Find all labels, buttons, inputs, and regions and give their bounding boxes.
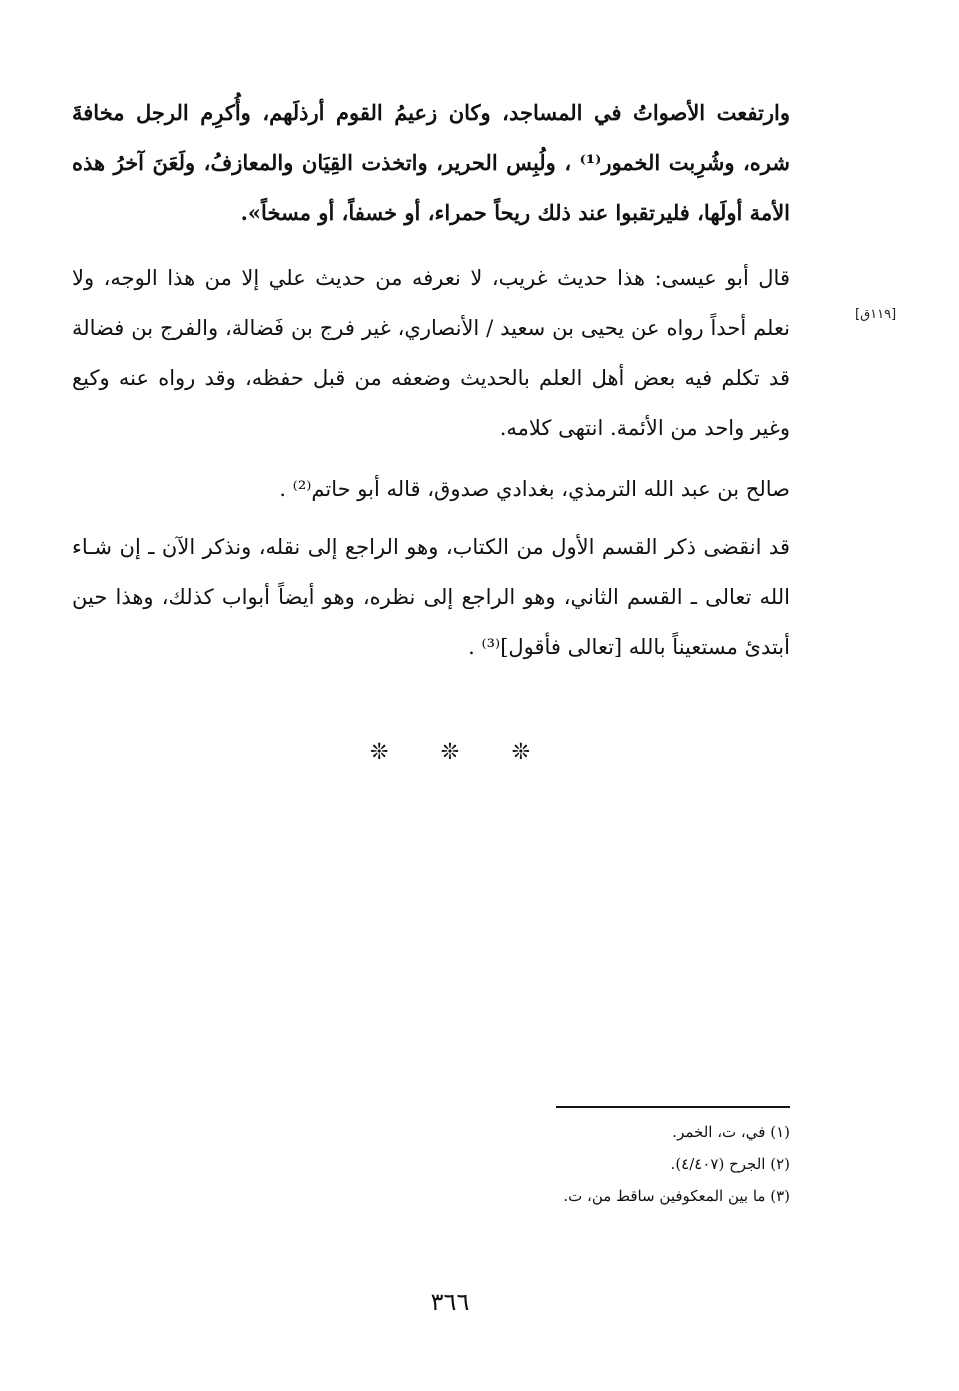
section-end-paragraph: قد انقضى ذكر القسم الأول من الكتاب، وهو الراجع إلى نقله، ونذكر الآن ـ إن شـاء الله تعالى ـ القسم الثاني، وهو الراجع إلى نظره، وهو أيضاً أبواب كذلك، وهذا حين أبتدئ مستعيناً بالله [تعالى فأقول]⁽³⁾ . xyxy=(72,535,790,659)
page-number: ٣٦٦ xyxy=(430,1288,470,1316)
asterism-icon: ❊ xyxy=(370,740,389,765)
hadith-paragraph: وارتفعت الأصواتُ في المساجد، وكان زعيمُ القوم أرذلَهم، وأُكرِم الرجل مخافةَ شره، وشُرِبت الخمور⁽¹⁾ ، ولُبِس الحرير، واتخذت القِيَان والمعازفُ، ولَعَنَ آخرُ هذه الأمة أولَها، فليرتقبوا عند ذلك ريحاً حمراء، أو خسفاً، أو مسخاً». xyxy=(72,100,790,225)
footnote-item: (١) في، ت، الخمر. xyxy=(672,1123,790,1141)
section-divider xyxy=(370,740,530,765)
manuscript-folio-marker: [١١٩ق] xyxy=(855,307,897,322)
footnote-separator xyxy=(556,1106,790,1108)
narrator-note-paragraph: صالح بن عبد الله الترمذي، بغدادي صدوق، قاله أبو حاتم⁽²⁾ . xyxy=(279,477,790,501)
footnote-item: (٢) الجرح (٤/٤٠٧). xyxy=(670,1155,790,1173)
footnote-item: (٣) ما بين المعكوفين ساقط من، ت. xyxy=(563,1187,790,1205)
asterism-icon: ❊ xyxy=(440,740,460,765)
asterism-icon: ❊ xyxy=(511,740,530,765)
footnotes-list xyxy=(460,1116,790,1212)
commentary-paragraph: قال أبو عيسى: هذا حديث غريب، لا نعرفه من حديث علي إلا من هذا الوجه، ولا نعلم أحداً رواه عن يحيى بن سعيد / الأنصاري، غير فرج بن فَضالة، والفرج بن فضالة قد تكلم فيه بعض أهل العلم بالحديث وضعفه من قبل حفظه، وقد رواه عنه وكيع وغير واحد من الأئمة. انتهى كلامه. xyxy=(72,266,790,440)
